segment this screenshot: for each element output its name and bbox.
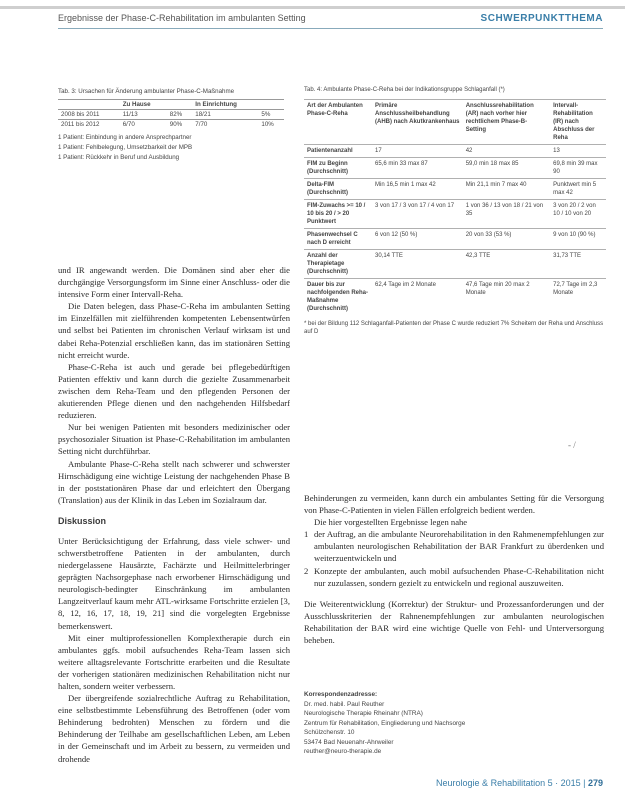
paragraph: Unter Berücksichtigung der Erfahrung, dass viele schwer- und schwerstbetroffene Patienten in der ambulanten, durch niedergelassene Hausärzte, Fachärzte und Heilmittelerbringer geprägten Nachsorgephase nach erworbener Hirnschädigung und neurologisch-bedingter Einschränkung im ambulanten Langzeitverlauf kaum mehr ATL-wirksame Fortschritte erzielen [3, 8, 12, 16, 17, 18, 19, 21] sind die vorgelegten Ergebnisse bemerkenswert. bbox=[58, 535, 290, 631]
list-number: 2 bbox=[304, 565, 309, 576]
table-cell: 10% bbox=[258, 120, 284, 130]
row-label: Delta-FIM (Durchschnitt) bbox=[304, 179, 372, 200]
table-cell: 42,3 TTE bbox=[463, 250, 550, 279]
table-row bbox=[304, 158, 606, 179]
table-cell: 30,14 TTE bbox=[372, 250, 463, 279]
table-row bbox=[304, 250, 606, 279]
table-cell: 2011 bis 2012 bbox=[58, 120, 120, 130]
table-cell: 3 von 17 / 3 von 17 / 4 von 17 bbox=[372, 200, 463, 229]
table-cell: 69,8 min 39 max 90 bbox=[550, 158, 606, 179]
page-footer: Neurologie & Rehabilitation 5 · 2015 | 279 bbox=[436, 778, 603, 788]
table-header: Art der Ambulanten Phase-C-Reha bbox=[304, 100, 372, 145]
table-cell: 11/13 bbox=[120, 110, 167, 120]
table-row bbox=[58, 120, 284, 130]
table-header bbox=[58, 100, 120, 110]
top-bar bbox=[0, 6, 625, 9]
table-row bbox=[304, 200, 606, 229]
table-row bbox=[304, 145, 606, 158]
header-rule bbox=[58, 28, 603, 29]
section-label: SCHWERPUNKTTHEMA bbox=[480, 13, 603, 24]
table-cell: 7/70 bbox=[192, 120, 258, 130]
left-column bbox=[58, 264, 290, 765]
table-cell: 3 von 20 / 2 von 10 / 10 von 20 bbox=[550, 200, 606, 229]
table-cell: 62,4 Tage im 2 Monate bbox=[372, 279, 463, 316]
journal-name: Neurologie & Rehabilitation 5 · 2015 bbox=[436, 778, 581, 788]
margin-mark: - / bbox=[568, 440, 576, 450]
table-cell: 42 bbox=[463, 145, 550, 158]
address-line: Dr. med. habil. Paul Reuther bbox=[304, 700, 385, 708]
table-cell: 90% bbox=[167, 120, 193, 130]
paragraph: Ambulante Phase-C-Reha stellt nach schwerer und schwerster Hirnschädigung eine wichtige Leistung der nachgehenden Phase B in der poststationären Phase dar und erleichtert den Übergang (Translation) aus der Klinik in das Leben im Sozialraum dar. bbox=[58, 458, 290, 505]
table-cell: 9 von 10 (90 %) bbox=[550, 229, 606, 250]
table-cell: Min 16,5 min 1 max 42 bbox=[372, 179, 463, 200]
table-header: In Einrichtung bbox=[192, 100, 258, 110]
table-row bbox=[58, 100, 284, 110]
table-row bbox=[304, 229, 606, 250]
address-line: Zentrum für Rehabilitation, Eingliederung und Nachsorge bbox=[304, 719, 466, 727]
page-number: 279 bbox=[587, 778, 603, 788]
list-number: 1 bbox=[304, 529, 309, 540]
table-4-caption: Tab. 4: Ambulante Phase-C-Reha bei der Indikationsgruppe Schlaganfall (*) bbox=[304, 87, 505, 93]
table-cell: 47,6 Tage min 20 max 2 Monate bbox=[463, 279, 550, 316]
address-title: Korrespondenzadresse: bbox=[304, 691, 378, 698]
address-line: Schülzchenstr. 10 bbox=[304, 729, 355, 736]
section-heading: Diskussion bbox=[58, 515, 107, 526]
table-cell: 13 bbox=[550, 145, 606, 158]
table-3-notes bbox=[58, 133, 284, 163]
table-cell: 31,73 TTE bbox=[550, 250, 606, 279]
table-header: Intervall-Rehabilitation (IR) nach Abschluss der Reha bbox=[550, 100, 606, 145]
paragraph: Phase-C-Reha ist auch und gerade bei pflegebedürftigen Patienten effektiv und kann durch die gezielte Zusammenarbeit zwischen dem Reha-Team und den pflegenden Personen der akutierenden Pflege dienen und den nachgehenden Hilfsbedarf reduzieren. bbox=[58, 361, 290, 421]
table-row bbox=[304, 100, 606, 145]
address-email[interactable]: reuther@neuro-therapie.de bbox=[304, 748, 382, 755]
right-column bbox=[304, 492, 604, 646]
table-cell: Min 21,1 min 7 max 40 bbox=[463, 179, 550, 200]
paragraph: Behinderungen zu vermeiden, kann durch ein ambulantes Setting für die Versorgung von Phase-C-Patienten in vielen Fällen erfolgreich bedient werden. bbox=[304, 493, 604, 516]
address-line: 53474 Bad Neuenahr-Ahrweiler bbox=[304, 738, 394, 746]
paragraph: Die Weiterentwicklung (Korrektur) der Struktur- und Prozessanforderungen und der Ausschlusskriterien der Rahnenempfehlungen zur ambulanten neurologischen Rehabilitation der BAR wird eine wichtige Quelle von Fehl- und Unterversorgung beheben. bbox=[304, 598, 604, 646]
list-item-text: Konzepte der ambulanten, auch mobil aufsuchenden Phase-C-Rehabilitation nicht nur zuzulassen, sondern gezielt zu entwickeln und regional auszuweiten. bbox=[314, 565, 604, 588]
table-header: Primäre Anschlussheilbehandlung (AHB) nach Akutkrankenhaus bbox=[372, 100, 463, 145]
table-cell: 17 bbox=[372, 145, 463, 158]
paragraph: Der übergreifende sozialrechtliche Auftrag zu Rehabilitation, eine selbstbestimmte Lebensführung des Betroffenen (oder vom Behinderung bedrohten) Menschen zu fördern und die Behinderung der Teilhabe am gesellschaftlichen Leben, am Leben in der Gemeinschaft und im Arbeit zu bessern, zu vermeiden und drohende bbox=[58, 693, 290, 764]
paragraph: Mit einer multiprofessionellen Komplextherapie durch ein ambulantes ggfs. mobil aufsuchendes Reha-Team lassen sich weitere alltagsrelevante Fortschritte erarbeiten und die Resultate der vorherigen stationären medizinischen Rehabilitation nicht nur halten, sondern weiter verbessern. bbox=[58, 632, 290, 691]
table-header bbox=[167, 100, 193, 110]
table-header: Zu Hause bbox=[120, 100, 167, 110]
table-note: 1 Patient: Rückkehr in Beruf und Ausbildung bbox=[58, 154, 180, 161]
table-3 bbox=[58, 88, 284, 163]
table-4 bbox=[304, 87, 606, 336]
table-cell: 6 von 12 (50 %) bbox=[372, 229, 463, 250]
table-cell: 2008 bis 2011 bbox=[58, 110, 120, 120]
correspondence-address bbox=[304, 690, 474, 757]
table-cell: 6/70 bbox=[120, 120, 167, 130]
table-3-caption: Tab. 3: Ursachen für Änderung ambulanter Phase-C-Maßnahme bbox=[58, 88, 235, 95]
table-cell: 82% bbox=[167, 110, 193, 120]
running-head: Ergebnisse der Phase-C-Rehabilitation im ambulanten Setting bbox=[58, 13, 306, 23]
paragraph: und IR angewandt werden. Die Domänen sind aber eher die durchgängige Versorgungsform im Sinne einer Anschluss- oder die intensive Form einer Intervall-Reha. bbox=[58, 265, 290, 300]
paragraph: Nur bei wenigen Patienten mit besonders medizinischer oder psychosozialer Situation ist Phase-C-Rehabilitation im ambulanten Setting nicht durchführbar. bbox=[58, 422, 290, 457]
row-label: Anzahl der Therapietage (Durchschnitt) bbox=[304, 250, 372, 279]
table-note: 1 Patient: Einbindung in andere Ansprechpartner bbox=[58, 134, 192, 141]
paragraph: Die Daten belegen, dass Phase-C-Reha im ambulanten Setting im Einzelfällen mit zielführenden kompetenten Lebensentwürfen und selbst bei Patienten im chronischen Verlauf wirksam ist und dabei Reha-Potenzial erschließen kann, das im stationären Setting nicht erreicht wurde. bbox=[58, 301, 290, 360]
table-cell: 20 von 33 (53 %) bbox=[463, 229, 550, 250]
list-item bbox=[304, 565, 604, 589]
table-row bbox=[58, 110, 284, 120]
table-4-grid bbox=[304, 99, 606, 315]
table-cell: Punktwert min 5 max 42 bbox=[550, 179, 606, 200]
table-row bbox=[304, 279, 606, 316]
table-cell: 65,6 min 33 max 87 bbox=[372, 158, 463, 179]
row-label: Phasenwechsel C nach D erreicht bbox=[304, 229, 372, 250]
row-label: Patientenanzahl bbox=[304, 145, 372, 158]
table-cell: 72,7 Tage im 2,3 Monate bbox=[550, 279, 606, 316]
address-line: Neurologische Therapie Rheinahr (NTRA) bbox=[304, 710, 423, 717]
row-label: FIM zu Beginn (Durchschnitt) bbox=[304, 158, 372, 179]
row-label: FIM-Zuwachs >= 10 / 10 bis 20 / > 20 Punktwert bbox=[304, 200, 372, 229]
table-row bbox=[304, 179, 606, 200]
table-cell: 5% bbox=[258, 110, 284, 120]
list-item-text: der Auftrag, an die ambulante Neurorehabilitation in den Rahmenempfehlungen zur ambulanten neurologischen Rehabilitation der BAR Frankfurt zu überdenken und weiterzuentwickeln und bbox=[314, 529, 604, 564]
table-cell: 18/21 bbox=[192, 110, 258, 120]
spacer bbox=[304, 589, 604, 598]
table-4-footnote: * bei der Bildung 112 Schlaganfall-Patienten der Phase C wurde reduziert 7% Scheitern der Reha und Anschluss auf D bbox=[304, 321, 604, 335]
row-label: Dauer bis zur nachfolgenden Reha-Maßnahme (Durchschnitt) bbox=[304, 279, 372, 316]
table-cell: 59,0 min 18 max 85 bbox=[463, 158, 550, 179]
list-item bbox=[304, 528, 604, 564]
table-header bbox=[258, 100, 284, 110]
table-note: 1 Patient: Fehlbelegung, Umsetzbarkeit der MPB bbox=[58, 144, 193, 151]
table-cell: 1 von 36 / 13 von 18 / 21 von 35 bbox=[463, 200, 550, 229]
table-3-grid bbox=[58, 99, 284, 129]
paragraph: Die hier vorgestellten Ergebnisse legen nahe bbox=[314, 517, 468, 528]
table-header: Anschlussrehabilitation (AR) nach vorher hier rechtlichem Phase-B-Setting bbox=[463, 100, 550, 145]
